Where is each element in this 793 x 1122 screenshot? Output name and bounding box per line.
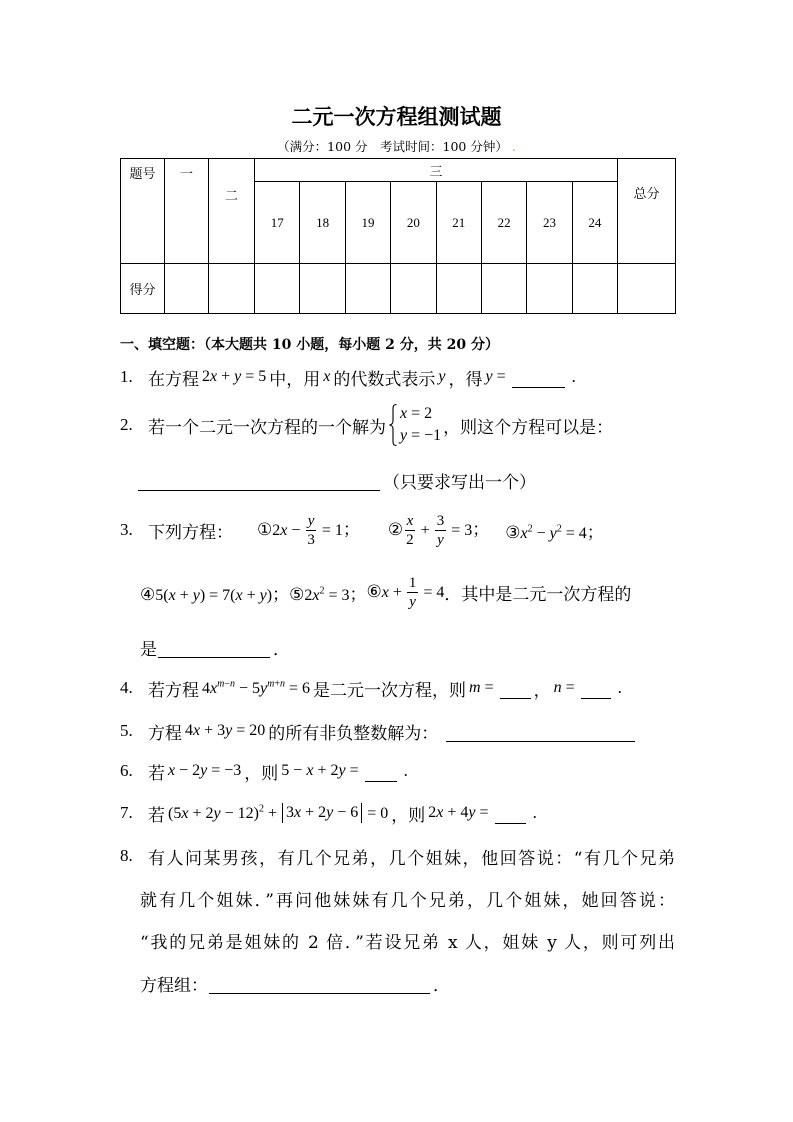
header-part-1: 一 [165, 159, 209, 264]
question-number: 5. [120, 721, 133, 740]
question-number: 8. [120, 846, 133, 865]
option-marker: ① [257, 519, 273, 540]
equation: x − 2y = −3 [168, 762, 242, 779]
stray-mark: . [511, 139, 516, 154]
question-3 [120, 510, 604, 550]
section-heading: 一、填空题：（本大题共 10 小题，每小题 2 分，共 20 分） [120, 337, 499, 353]
question-6 [120, 751, 408, 791]
option-marker: ⑤ [289, 584, 305, 605]
answer-blank [365, 761, 397, 782]
equation-part: = 3 [324, 586, 350, 604]
score-cell-18 [300, 264, 345, 314]
question-number: 4. [120, 678, 133, 697]
answer-blank [209, 973, 430, 994]
question-text: 若 [148, 763, 165, 784]
header-question-24: 24 [572, 182, 617, 264]
question-text: ，得 [448, 369, 483, 390]
period: . [617, 678, 622, 697]
system-equations [400, 403, 441, 447]
equation-part: = 4 [561, 524, 587, 542]
equation-part: = 6 [285, 680, 311, 697]
equation: 4x + 3y = 20 [185, 722, 266, 739]
question-8-line-3 [140, 920, 675, 960]
score-cell-24 [572, 264, 617, 314]
score-cell-17 [255, 264, 300, 314]
equation-part: 4x [202, 680, 218, 697]
header-part-3: 三 [255, 159, 618, 182]
equation-part: x + [381, 583, 406, 601]
question-text: ，则 [391, 805, 426, 826]
separator: ； [342, 519, 360, 540]
separator: ； [349, 584, 367, 605]
fraction [305, 513, 317, 548]
question-text: 有人问某男孩，有几个兄弟，几个姐妹，他回答说：“有几个兄弟 [148, 848, 675, 869]
question-text: 的代数式表示 [333, 369, 436, 390]
question-number: 2. [120, 415, 133, 434]
question-number: 1. [120, 367, 133, 386]
absolute-value: 3x + 2y − 6 [282, 803, 362, 823]
fraction-numerator: 1 [408, 574, 417, 591]
variable: y [438, 368, 446, 385]
question-text: ，则这个方程可以是： [443, 417, 614, 438]
left-brace-icon [388, 403, 398, 447]
question-7 [120, 793, 537, 833]
score-row-label: 得分 [121, 264, 165, 314]
header-question-23: 23 [527, 182, 572, 264]
equation-part: 2x − [272, 521, 305, 539]
answer-blank [512, 367, 565, 388]
period: . [532, 803, 537, 822]
equation [168, 803, 388, 824]
question-text: 下列方程： [148, 522, 233, 543]
period: . [571, 367, 576, 386]
fraction [404, 513, 416, 548]
header-question-19: 19 [345, 182, 390, 264]
question-1 [120, 357, 576, 397]
fraction-denominator: y [437, 531, 444, 548]
option-marker: ③ [505, 522, 521, 543]
score-cell-21 [436, 264, 481, 314]
separator: ； [586, 522, 604, 543]
score-cell-23 [527, 264, 572, 314]
question-text: ．其中是二元一次方程的 [444, 584, 632, 605]
option-1 [257, 513, 360, 548]
fraction-numerator: 3 [436, 512, 445, 529]
header-total: 总分 [618, 159, 676, 264]
score-cell-20 [391, 264, 436, 314]
equation: y = [485, 368, 506, 385]
score-cell-part-2 [209, 264, 255, 314]
header-question-20: 20 [391, 182, 436, 264]
separator: ； [272, 584, 290, 605]
exponent: 2 [527, 522, 533, 534]
equation: 2x + 4y = [428, 804, 489, 821]
header-question-22: 22 [481, 182, 526, 264]
option-4 [140, 580, 289, 605]
exponent: 2 [258, 803, 264, 815]
answer-blank [158, 637, 270, 658]
equation-part: − y [532, 524, 557, 542]
option-marker: ④ [140, 584, 156, 605]
period: ． [273, 639, 290, 660]
option-marker: ② [387, 519, 404, 540]
question-text: 的所有非负整数解为： [268, 723, 439, 744]
exam-info [0, 138, 793, 156]
fraction-numerator: y [307, 512, 315, 529]
question-3-line-2 [140, 572, 631, 612]
question-4 [120, 668, 622, 708]
equation: 5 − x + 2y = [281, 762, 359, 779]
option-2 [388, 513, 489, 548]
fraction-denominator: 2 [406, 531, 414, 548]
exponent: 2 [556, 522, 562, 534]
equation-part: + [263, 804, 281, 822]
answer-blank [446, 721, 635, 742]
option-6 [366, 575, 444, 610]
equation-part: + [416, 521, 434, 539]
page-title: 二元一次方程组测试题 [291, 104, 502, 129]
answer-blank [495, 803, 526, 824]
exponent: m+n [267, 678, 285, 690]
header-question-21: 21 [436, 182, 481, 264]
option-marker: ⑥ [366, 581, 382, 602]
separator: ， [533, 680, 551, 701]
question-8-line-4 [140, 963, 450, 1003]
question-2 [120, 405, 613, 445]
score-row [121, 264, 676, 314]
exam-info-text: （满分：100 分 考试时间：100 分钟） [277, 139, 508, 154]
question-text: “我的兄弟是姐妹的 2 倍．”若设兄弟 x 人，姐妹 y 人，则可列出 [140, 932, 675, 953]
answer-blank-n [581, 678, 611, 699]
fraction-denominator: 3 [307, 531, 315, 548]
score-table-header-row [121, 159, 676, 182]
equation: m = [469, 679, 494, 696]
score-table [120, 158, 676, 314]
question-text: 方程组： [140, 975, 208, 996]
equation-part: (5x + 2y − 12) [168, 804, 259, 822]
equation-part: 2x [304, 586, 320, 604]
option-5 [289, 580, 366, 605]
system-equation-1: x = 2 [400, 405, 433, 422]
header-question-17: 17 [255, 182, 300, 264]
question-number: 7. [120, 803, 133, 822]
question-text: 在方程 [148, 369, 199, 390]
question-text: 就有几个姐妹．”再问他妹妹有几个兄弟，几个姐妹，她回答说： [140, 890, 675, 911]
header-question-18: 18 [300, 182, 345, 264]
fraction-denominator: y [409, 593, 416, 610]
equation-system [388, 403, 441, 447]
equation: 2x + y = 5 [202, 368, 267, 385]
score-cell-total [618, 264, 676, 314]
option-3 [505, 518, 604, 543]
question-number: 6. [120, 761, 133, 780]
equation-part: x [520, 524, 528, 542]
question-8 [120, 836, 675, 876]
equation: 5(x + y) = 7(x + y) [155, 586, 273, 604]
question-text: 是 [140, 639, 157, 660]
answer-blank-m [500, 678, 531, 699]
system-equation-2: y = −1 [400, 427, 442, 444]
period: . [403, 761, 408, 780]
header-part-2: 二 [209, 159, 255, 264]
fraction [407, 575, 419, 610]
answer-blank [138, 470, 380, 491]
question-text: 是二元一次方程，则 [313, 680, 467, 701]
score-cell-22 [481, 264, 526, 314]
equation-part: = 4 [419, 583, 445, 601]
question-8-line-2 [140, 878, 675, 918]
question-note: （只要求写出一个） [383, 472, 536, 493]
fraction [435, 513, 447, 548]
equation: n = [553, 679, 575, 696]
score-cell-19 [345, 264, 390, 314]
exponent: 2 [319, 584, 325, 596]
period: ． [433, 975, 450, 996]
question-2-continued [138, 460, 536, 500]
fraction-numerator: x [406, 512, 414, 529]
equation-part: = 1 [317, 521, 343, 539]
equation-part: = 3 [447, 521, 473, 539]
question-text: 若 [148, 805, 165, 826]
exponent: m−n [217, 678, 235, 690]
question-text: 若一个二元一次方程的一个解为 [148, 417, 386, 438]
score-cell-part-1 [165, 264, 209, 314]
separator: ； [472, 519, 490, 540]
question-3-line-3 [140, 627, 290, 667]
header-question-number: 题号 [121, 159, 165, 264]
equation [202, 678, 310, 698]
question-text: 中，用 [269, 369, 321, 390]
question-number: 3. [120, 520, 133, 539]
question-text: 若方程 [148, 680, 199, 701]
question-5 [120, 711, 638, 751]
equation-part: − 5y [234, 680, 268, 697]
question-text: ，则 [244, 763, 279, 784]
question-text: 方程 [148, 723, 182, 744]
variable: x [323, 368, 331, 385]
equation-part: = 0 [363, 804, 389, 822]
